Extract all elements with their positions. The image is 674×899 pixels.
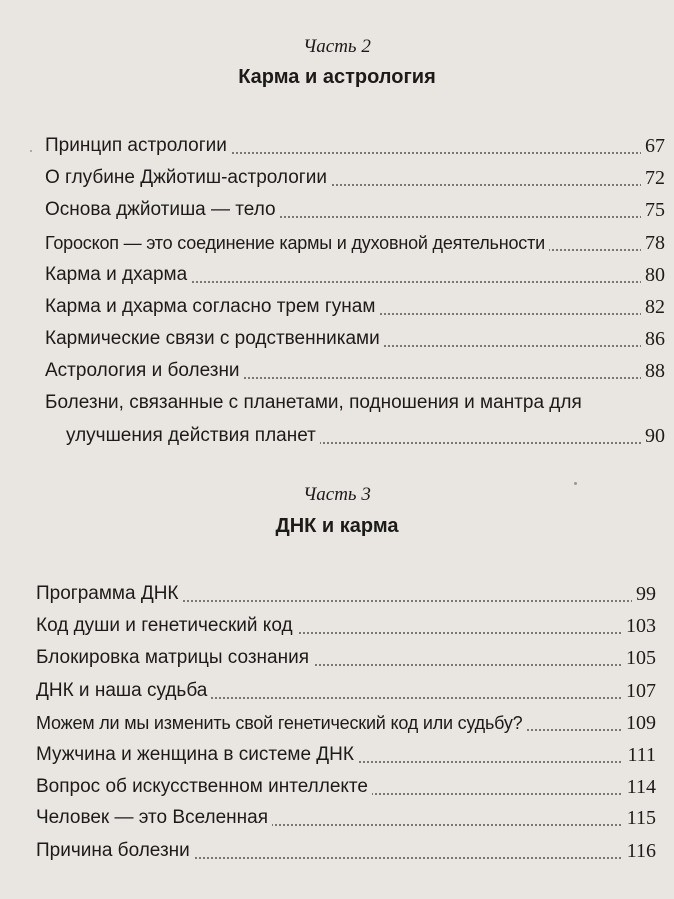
paper-speck xyxy=(30,150,32,152)
toc-page-number: 115 xyxy=(623,803,656,833)
toc-row xyxy=(45,260,665,290)
toc-entry-title: Вопрос об искусственном интеллекте xyxy=(36,772,372,802)
toc-row xyxy=(45,163,665,193)
toc-row xyxy=(36,836,656,866)
toc-row xyxy=(45,195,665,225)
toc-page-number: 116 xyxy=(623,836,656,866)
toc-row xyxy=(36,676,656,706)
part-3-label: Часть 3 xyxy=(303,484,371,505)
toc-entry-title: Гороскоп — это соединение кармы и духовной деятельности xyxy=(45,228,549,258)
toc-page-number: 103 xyxy=(622,611,656,641)
toc-row xyxy=(45,356,665,386)
toc-row xyxy=(45,131,665,161)
part-2-title: Карма и астрология xyxy=(238,66,436,88)
toc-entry-title: Карма и дхарма согласно трем гунам xyxy=(45,292,379,322)
toc-page-number: 99 xyxy=(632,579,656,609)
toc-page-number: 72 xyxy=(641,163,665,193)
toc-entry-title-line-1: Болезни, связанные с планетами, подношения и мантра для xyxy=(45,392,582,413)
toc-row xyxy=(45,324,665,354)
toc-entry-title: Мужчина и женщина в системе ДНК xyxy=(36,740,358,770)
toc-entry-title: Программа ДНК xyxy=(36,579,182,609)
toc-row xyxy=(36,772,656,802)
part-2-label: Часть 2 xyxy=(303,36,371,57)
toc-row xyxy=(36,579,656,609)
toc-entry-title: Карма и дхарма xyxy=(45,260,191,290)
toc-page-number: 82 xyxy=(641,292,665,322)
toc-page-number: 105 xyxy=(622,643,656,673)
toc-page-number: 67 xyxy=(641,131,665,161)
toc-page-number: 86 xyxy=(641,324,665,354)
toc-entry-title: Причина болезни xyxy=(36,836,194,866)
toc-row xyxy=(36,708,656,738)
toc-entry-title: Код души и генетический код xyxy=(36,611,297,641)
toc-page-number: 90 xyxy=(641,421,665,451)
toc-row xyxy=(45,228,665,258)
toc-entry-title-line-2: улучшения действия планет xyxy=(66,421,320,451)
toc-page-number: 111 xyxy=(623,740,656,770)
toc-entry-title: Основа джйотиша — тело xyxy=(45,195,280,225)
toc-entry-title: Кармические связи с родственниками xyxy=(45,324,384,354)
toc-page-number: 107 xyxy=(622,676,656,706)
toc-entry-title: ДНК и наша судьба xyxy=(36,676,211,706)
toc-page-number: 75 xyxy=(641,195,665,225)
toc-row xyxy=(66,421,665,451)
toc-entry-title: Астрология и болезни xyxy=(45,356,244,386)
toc-entry-title: Человек — это Вселенная xyxy=(36,803,272,833)
toc-page-number: 78 xyxy=(641,228,665,258)
part-3-title: ДНК и карма xyxy=(275,515,399,537)
toc-row xyxy=(36,611,656,641)
paper-speck xyxy=(574,482,577,485)
toc-row xyxy=(36,643,656,673)
toc-row xyxy=(36,803,656,833)
toc-page-number: 109 xyxy=(622,708,656,738)
toc-row xyxy=(45,292,665,322)
toc-row xyxy=(36,740,656,770)
toc-page-number: 114 xyxy=(623,772,656,802)
toc-page-number: 88 xyxy=(641,356,665,386)
toc-entry-title: О глубине Джйотиш-астрологии xyxy=(45,163,331,193)
toc-entry-title: Можем ли мы изменить свой генетический код или судьбу? xyxy=(36,708,526,738)
toc-entry-title: Принцип астрологии xyxy=(45,131,231,161)
toc-entry-title: Блокировка матрицы сознания xyxy=(36,643,313,673)
toc-page-number: 80 xyxy=(641,260,665,290)
